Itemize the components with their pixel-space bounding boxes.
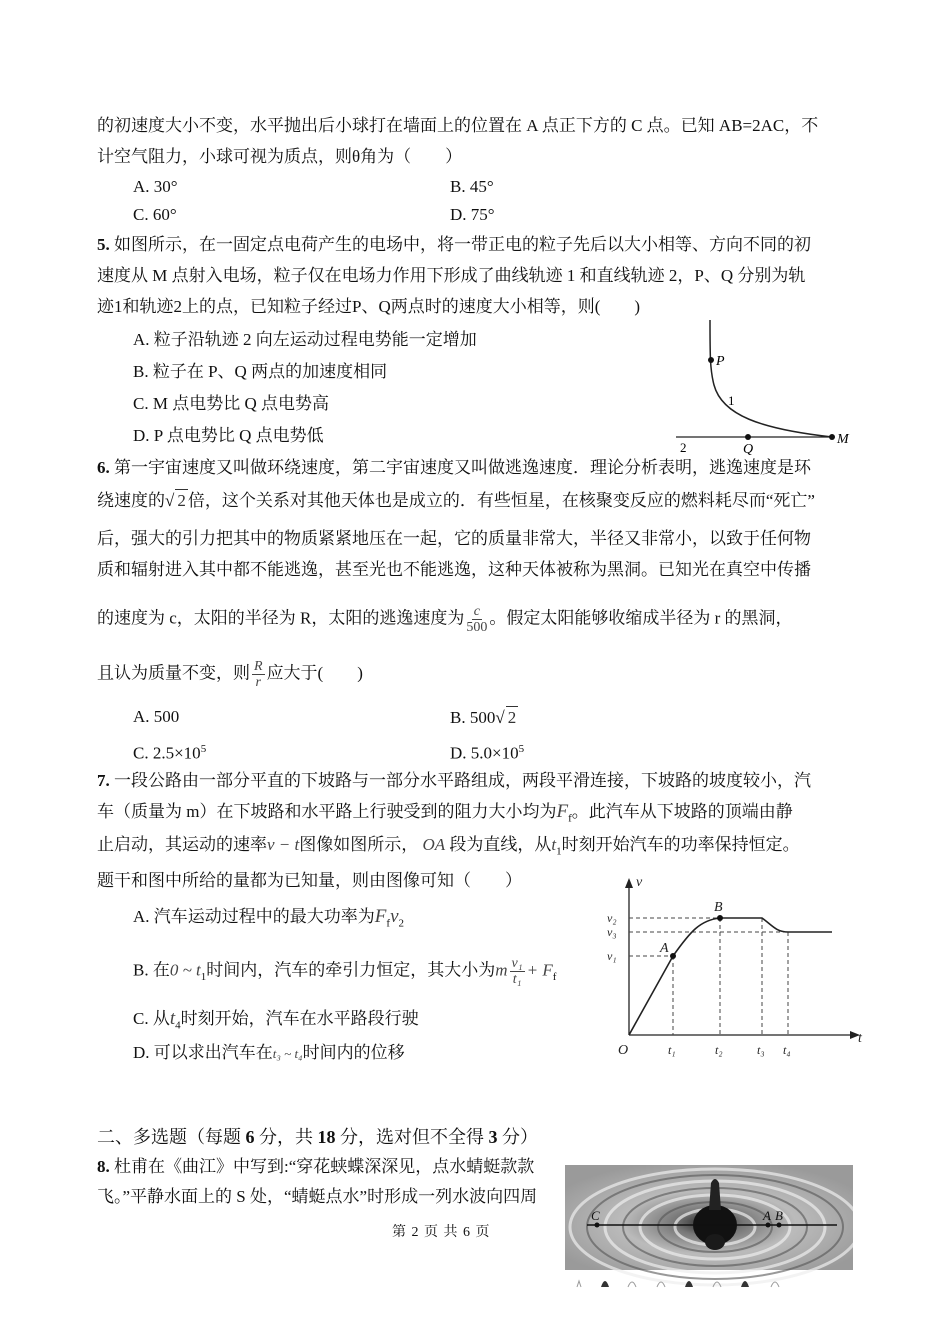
label-q: Q — [743, 442, 754, 455]
point-p — [708, 357, 714, 363]
q4-option-a: A. 30° — [133, 177, 178, 196]
math-t: t — [551, 835, 557, 854]
label-1: 1 — [728, 393, 735, 408]
guide-lines — [629, 918, 788, 1035]
tick-t3: t₃ — [757, 1043, 765, 1057]
section-number: 6 — [245, 1127, 255, 1147]
section-text: 二、多选题（每题 — [97, 1127, 246, 1147]
q8-water-wave-figure — [565, 1165, 853, 1320]
y-axis-arrow — [625, 878, 633, 888]
math-range: t₃ ~ t₄ — [272, 1046, 303, 1061]
label-m: M — [837, 432, 849, 447]
q7-text: 一段公路由一部分平直的下坡路与一部分水平路组成，两段平滑连接，下坡路的坡度较小，汽 — [109, 771, 811, 790]
math-v: v — [390, 906, 399, 927]
label-2: 2 — [680, 440, 687, 455]
q7-option-b — [133, 956, 556, 988]
q8-line-1 — [97, 1156, 534, 1178]
tick-t4: t₄ — [783, 1043, 791, 1057]
q6-line-5 — [97, 604, 793, 635]
q7-line-2 — [97, 801, 793, 829]
denominator: t₁ — [512, 972, 522, 987]
sqrt-value: 2 — [507, 708, 517, 727]
q6-option-a: A. 500 — [133, 707, 180, 726]
q5-option-b: B. 粒子在 P、Q 两点的加速度相同 — [133, 362, 388, 381]
label-p: P — [716, 354, 725, 369]
math-ff: F — [556, 801, 569, 822]
point-a — [766, 1223, 771, 1228]
label-c: C — [591, 1208, 600, 1223]
q7-option-a — [133, 906, 404, 934]
point-q — [745, 434, 751, 440]
q6-line-6 — [97, 659, 363, 690]
origin-label: O — [618, 1043, 629, 1058]
math-plus-f: + F — [526, 960, 553, 980]
option-text: C. 从 — [133, 1009, 170, 1028]
q5-line-2: 速度从 M 点射入电场，粒子仅在电场力作用下形成了曲线轨迹 1 和直线轨迹 2，P、Q 分别为轨 — [97, 266, 806, 285]
q5-option-a: A. 粒子沿轨迹 2 向左运动过程电势能一定增加 — [133, 330, 477, 349]
label-b: B — [775, 1208, 783, 1223]
label-a: A — [763, 1208, 771, 1223]
option-text: 时间内的位移 — [302, 1043, 405, 1062]
q5-trajectory-figure — [670, 315, 860, 455]
q7-text: 时刻开始汽车的功率保持恒定。 — [561, 835, 800, 854]
q8-line-2: 飞。”平静水面上的 S 处，“蜻蜓点水”时形成一列水波向四周 — [97, 1187, 538, 1206]
section-text: 分） — [497, 1127, 538, 1147]
tick-v3: v₃ — [607, 925, 617, 939]
section-number: 3 — [488, 1127, 498, 1147]
q4-option-d: D. 75° — [450, 205, 495, 224]
q8-text: 杜甫在《曲江》中写到:“穿花蛱蝶深深见，点水蜻蜓款款 — [109, 1157, 535, 1176]
q4-line-2: 计空气阻力，小球可视为质点，则θ角为（ ） — [97, 147, 463, 166]
denominator: r — [255, 675, 261, 690]
q7-text: 。此汽车从下坡路的顶端由静 — [571, 802, 793, 821]
math-vt: v − t — [267, 835, 300, 854]
q7-text: 止启动，其运动的速率 — [97, 835, 267, 854]
q7-text: 段为直线，从 — [449, 835, 552, 854]
option-text: B. 在 — [133, 960, 170, 980]
tick-t2: t₂ — [715, 1043, 723, 1057]
q6-text: 倍，这个关系对其他天体也是成立的．有些恒星，在核聚变反应的燃料耗尽而“死亡” — [187, 491, 815, 510]
fraction-r-ratio — [252, 659, 265, 690]
section-2-title — [97, 1126, 538, 1148]
q5-text: 如图所示，在一固定点电荷产生的电场中，将一带正电的粒子先后以大小相等、方向不同的初 — [109, 235, 811, 254]
section-text: 分，选对但不全得 — [335, 1127, 489, 1147]
tick-t1: t₁ — [668, 1043, 676, 1057]
y-axis-label: v — [636, 875, 643, 890]
math-sub: 2 — [398, 917, 404, 930]
q6-line-3: 后，强大的引力把其中的物质紧紧地压在一起，它的质量非常大，半径又非常小，以致于任何物 — [97, 529, 811, 548]
section-number: 18 — [317, 1127, 336, 1147]
tick-v1: v₁ — [607, 949, 617, 963]
fraction-c-over-500 — [466, 604, 487, 635]
math-sub: f — [386, 917, 391, 930]
math-sub: 4 — [175, 1019, 181, 1032]
fraction-v1-over-t1 — [510, 956, 525, 987]
label-b: B — [714, 900, 723, 915]
q6-text: 且认为质量不变，则 — [97, 663, 250, 683]
q6-text: 的速度为 c，太阳的半径为 R，太阳的逃逸速度为 — [97, 608, 465, 628]
q7-number: 7. — [97, 771, 110, 790]
q7-option-c — [133, 1008, 419, 1036]
numerator: R — [254, 659, 263, 674]
q5-option-c: C. M 点电势比 Q 点电势高 — [133, 394, 329, 413]
q7-text: 图像如图所示， — [299, 835, 419, 854]
q6-text: 第一宇宙速度又叫做环绕速度，第二宇宙速度又叫做逃逸速度．理论分析表明，逃逸速度是环 — [109, 458, 811, 477]
q5-line-3: 迹1和轨迹2上的点，已知粒子经过P、Q两点时的速度大小相等，则( ) — [97, 297, 641, 316]
page-footer: 第 2 页 共 6 页 — [392, 1225, 491, 1240]
q7-text: 车（质量为 m）在下坡路和水平路上行驶受到的阻力大小均为 — [97, 802, 557, 821]
q4-option-c: C. 60° — [133, 205, 177, 224]
q5-option-d: D. P 点电势比 Q 点电势低 — [133, 426, 324, 445]
point-a — [670, 953, 676, 959]
q6-line-1 — [97, 457, 811, 479]
q6-option-c — [133, 738, 206, 765]
q6-text: 绕速度的 — [97, 491, 165, 510]
point-c — [595, 1223, 600, 1228]
label-a: A — [660, 941, 669, 956]
math-f: F — [374, 906, 387, 927]
q5-line-1 — [97, 234, 811, 256]
option-text: 时间内，汽车的牵引力恒定，其大小为 — [206, 960, 496, 980]
exponent: 5 — [200, 743, 207, 755]
option-text: C. 2.5×10 — [133, 743, 201, 763]
section-text: 分，共 — [254, 1127, 318, 1147]
q6-option-d — [450, 738, 524, 765]
q7-option-d — [133, 1042, 405, 1065]
math-sub: f — [568, 812, 572, 825]
q6-option-b: B. 500√ 2 — [450, 708, 517, 727]
q5-number: 5. — [97, 235, 110, 254]
trajectory-1-curve — [710, 320, 832, 437]
math-range: 0 ~ t — [169, 960, 201, 980]
point-b — [777, 1223, 782, 1228]
tick-v2: v₂ — [607, 911, 617, 925]
q6-number: 6. — [97, 458, 110, 477]
velocity-curve — [629, 918, 832, 1035]
q7-line-4: 题干和图中所给的量都为已知量，则由图像可知（ ） — [97, 871, 522, 890]
point-b — [717, 915, 723, 921]
math-t: t — [169, 1008, 176, 1029]
option-text: A. 汽车运动过程中的最大功率为 — [133, 907, 375, 926]
q6-text: 。假定太阳能够收缩成半径为 r 的黑洞， — [489, 608, 793, 628]
exponent: 5 — [518, 743, 525, 755]
q4-line-1: 的初速度大小不变，水平抛出后小球打在墙面上的位置在 A 点正下方的 C 点。已知 AB=2AC，不 — [97, 116, 819, 135]
q7-line-1 — [97, 770, 811, 792]
q7-line-3 — [97, 834, 800, 862]
q4-option-b: B. 45° — [450, 177, 494, 196]
q7-vt-graph — [600, 870, 880, 1070]
sqrt-value: 2 — [177, 491, 186, 510]
option-text: D. 可以求出汽车在 — [133, 1043, 273, 1062]
q8-number: 8. — [97, 1157, 110, 1176]
x-axis-label: t — [858, 1031, 862, 1046]
math-sub: f — [552, 970, 557, 983]
q6-line-2: 绕速度的√ 2 倍，这个关系对其他天体也是成立的．有些恒星，在核聚变反应的燃料耗尽而“死亡” — [97, 491, 815, 510]
numerator: c — [473, 604, 480, 619]
q6-text: 应大于( ) — [266, 663, 363, 683]
denominator: 500 — [466, 620, 488, 635]
option-text: 时刻开始，汽车在水平路段行驶 — [180, 1009, 419, 1028]
point-m — [829, 434, 835, 440]
q6-line-4: 质和辐射进入其中都不能逃逸，甚至光也不能逃逸，这种天体被称为黑洞。已知光在真空中传播 — [97, 560, 811, 579]
math-sub: 1 — [556, 845, 562, 858]
math-oa: OA — [422, 835, 446, 854]
math-sub: 1 — [200, 970, 207, 983]
option-text: B. 500 — [450, 708, 496, 727]
option-text: D. 5.0×10 — [450, 743, 519, 763]
math-m: m — [495, 960, 508, 980]
numerator: v₁ — [511, 956, 523, 971]
